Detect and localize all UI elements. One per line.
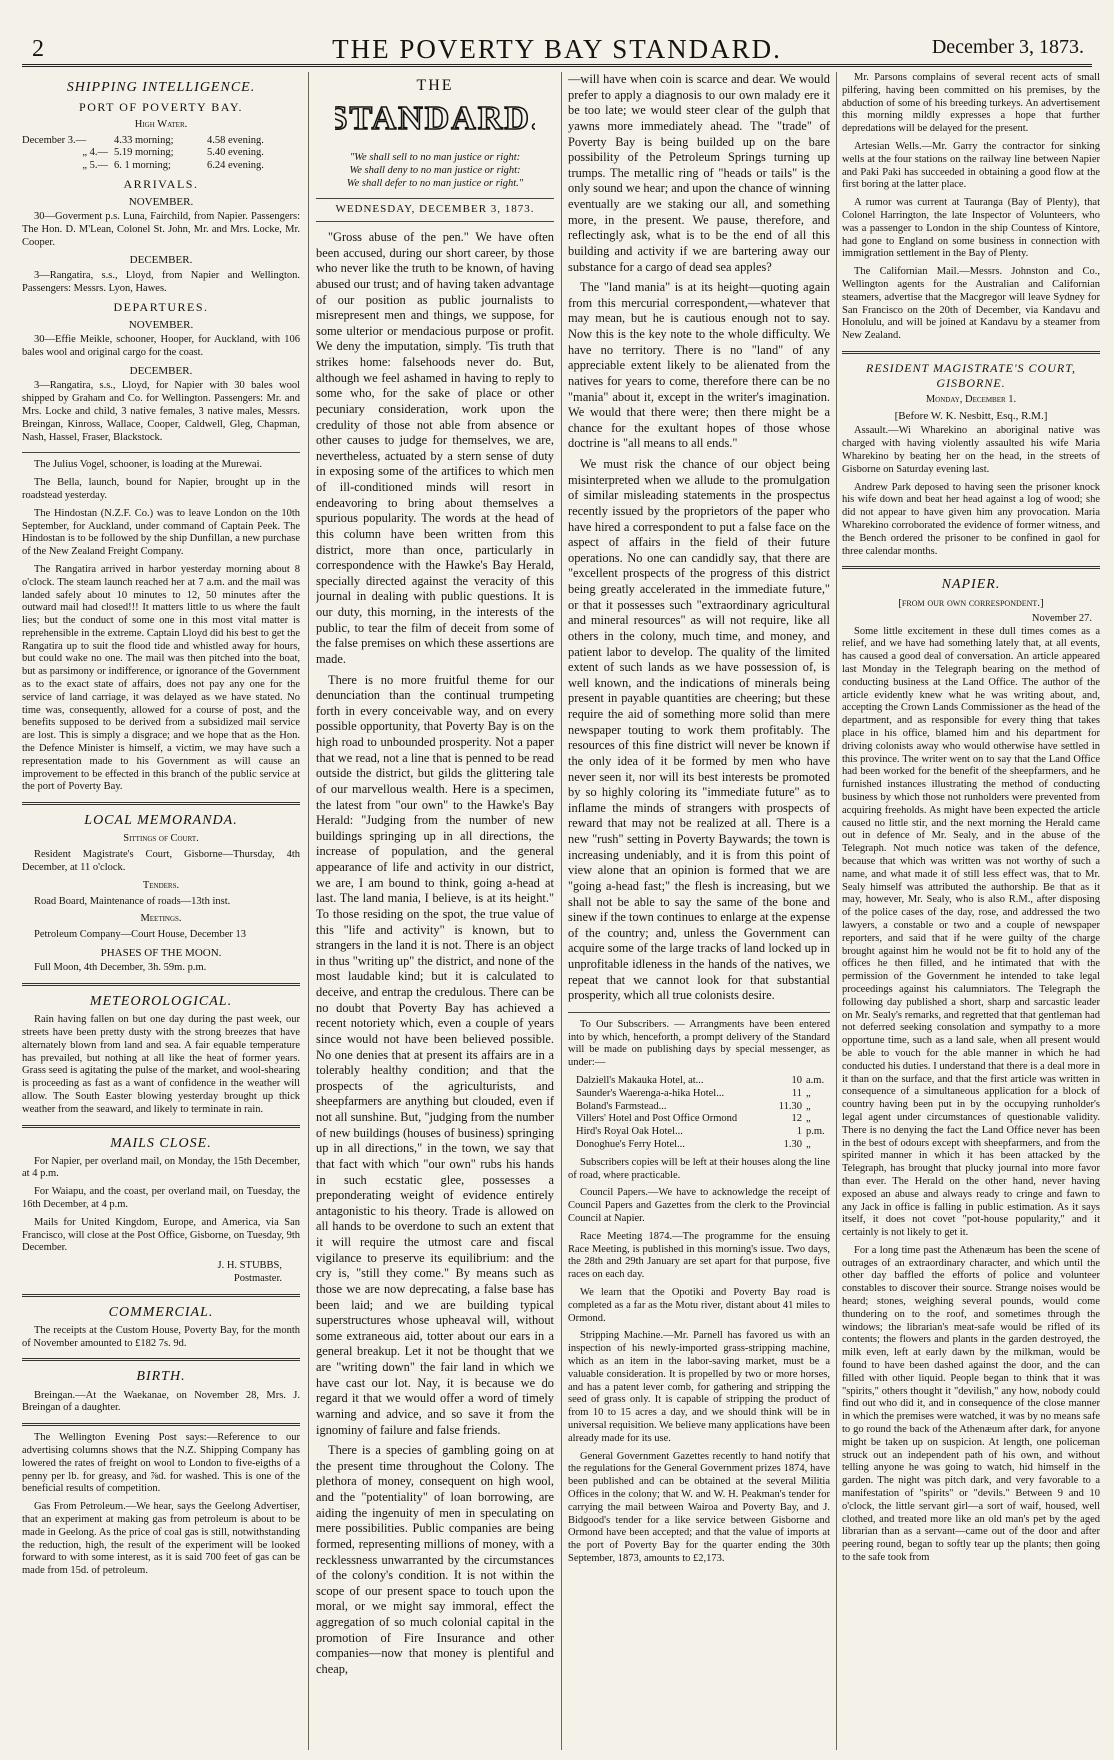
subheading: PORT OF POVERTY BAY. xyxy=(79,100,243,115)
dateline: WEDNESDAY, DECEMBER 3, 1873. xyxy=(316,198,554,222)
subheading: PHASES OF THE MOON. xyxy=(100,946,222,959)
schedule-row: Villers' Hotel and Post Office Ormond 12 „ xyxy=(576,1113,811,1125)
court-report: Assault.—Wi Wharekino an aboriginal native was charged with having violently assaulted his wife Maria Wharekino by beating her on the head, in the streets of Gisborne on Saturday evening last. xyxy=(842,425,1100,475)
divider xyxy=(22,1125,300,1128)
subheading: DEPARTURES. xyxy=(113,300,209,315)
news-item: Stripping Machine.—Mr. Parnell has favored us with an inspection of his newly-imported grass-stripping machine, which as an item in the labor-saving market, must be a valuable consideration. It is propelled by two or more horses, and has a patent lever comb, for gathering and stripping the seed of grass only. It is capable of stripping the product of from 10 to 15 acres a day, and we should think will be in universal requisition. We believe many applications have been already made for its use. xyxy=(568,1330,830,1444)
news-item: Council Papers.—We have to acknowledge the receipt of Council Papers and Gazettes from the clerk to the Provincial Council at Napier. xyxy=(568,1187,830,1225)
column-1 xyxy=(22,72,300,1750)
month-label: DECEMBER. xyxy=(129,364,193,377)
divider xyxy=(22,1423,300,1426)
local-news xyxy=(568,1019,830,1566)
departure-entry: 30—Effie Meikle, schooner, Hooper, for Auckland, with 106 bales wool and original cargo for the coast. xyxy=(22,334,300,359)
news-item: The Californian Mail.—Messrs. Johnston and Co., Wellington agents for the Australian and Californian steamers, advertise that the Macgregor will leave Sydney for San Francisco on the 20th of December, via Kandavu and Honolulu, and will be joined at Kandavu by a steamer from New Zealand. xyxy=(842,266,1100,342)
page-title: THE POVERTY BAY STANDARD. xyxy=(332,34,782,64)
divider xyxy=(568,1012,830,1013)
editorial-paragraph: —will have when coin is scarce and dear. We would prefer to apply a diagnosis to our own malady ere it be too late; we would steer clear of the gulph that yawns more immediately ahead. The "trade" of Poverty Bay is being builded up on the bare possibility of the Petroleum Springs turning up trumps. The metallic ring of "heads or tails" is the only sound we hear; and upon the chance of winning eventually are we staking our all, and something more, in the present. We pause, therefore, and reflectingly ask, what is to be the end of all this building and activity if we are bartering away our substance for a cargo of dead sea apples? xyxy=(568,72,830,274)
column-divider xyxy=(308,72,309,1750)
tide-table xyxy=(22,135,300,173)
motto-line: We shall defer to no man justice or right." xyxy=(346,178,524,190)
subheading: ARRIVALS. xyxy=(123,176,199,191)
news-item: The Julius Vogel, schooner, is loading at the Murewai. xyxy=(34,459,263,471)
column-3 xyxy=(568,72,830,1750)
editorial-paragraph: There is a species of gambling going on at the present time throughout the Colony. The plethora of money, consequent on high wool, and the "potentiality" of loan borrowing, are aiding the ingenuity of men in speculating on mere possibilities. Public companies are being formed, representing millions of money, with a recklessness unwarranted by the circumstances of the colony's condition. It is not within the scope of our present space to touch upon the moral, or we might say immoral, effect the aggregation of so much colonial capital in the promotion of Fire Insurance and other companies—now that money is plentiful and cheap, xyxy=(316,1443,554,1676)
subheading: Tenders. xyxy=(142,879,180,891)
news-item: A rumor was current at Tauranga (Bay of Plenty), that Colonel Harrington, the late Inspector of Volunteers, who was a passenger to London in the ship Countess of Kintore, had gone to England on some business in connection with immigration settlement in the Bay of Plenty. xyxy=(842,197,1100,260)
tide-day: „ 5.— xyxy=(82,160,108,172)
page-number: 2 xyxy=(32,36,44,62)
signature-title: Postmaster. xyxy=(233,1273,282,1285)
arrival-entry: 30—Goverment p.s. Luna, Fairchild, from Napier. Passengers: The Hon. D. M'Lean, Colonel St. John, Mr. and Mrs. Locke, Mr. Cooper. xyxy=(22,210,300,248)
notice: Subscribers copies will be left at their houses along the line of road, where practicable. xyxy=(568,1156,830,1181)
tide-day: „ 4.— xyxy=(82,147,108,159)
section-heading: MAILS CLOSE. xyxy=(110,1135,212,1151)
schedule-row: Donoghue's Ferry Hotel... 1.30 „ xyxy=(576,1139,811,1151)
departure-entry: 3—Rangatira, s.s., Lloyd, for Napier with 30 bales wool shipped by Graham and Co. for Wellington. Passengers: Mr. and Mrs. Locke and child, 3 native females, 3 native males, Messrs. Breingan, Kinross, Wallace, Cooper, Caldwell, Gleg, Chapman, Nash, Hassel, Fraser, Blackstock. xyxy=(22,380,300,443)
motto-line: "We shall sell to no man justice or right: xyxy=(349,151,521,163)
divider xyxy=(842,351,1100,354)
motto-line: We shall deny to no man justice or right: xyxy=(349,164,521,176)
column-divider xyxy=(836,72,837,1750)
schedule-row: Boland's Farmstead... 11.30 „ xyxy=(576,1100,811,1112)
editorial-paragraph: There is no more fruitful theme for our denunciation than the continual trumpeting forth in every conceivable way, and on every possible opportunity, that Poverty Bay is on the high road to unbounded prosperity. Not a paper that we read, not a line that is penned to be read outside the district, but gilds the glittering tale of our marvellous wealth. Here is a specimen, the latest from "our own" to the Hawke's Bay Herald: "Judging from the number of new buildings springing up in all directions, the increase of population, and the general appearance of life and activity in our district, we are, I am bound to think, going a-head at last. The land mania, I believe, is at its height." To those residing on the spot, the true value of this "life and activity" is known, but to strangers in the land it is not. There is an object in thus "writing up" the district, and none of the most laudable kind; but it is calculated to deceive, and entrap the credulous. There can be no doubt that Poverty Bay has achieved a recent notoriety which, even a couple of years since would not have been believed possible. No one denies that at present its affairs are in a tolerably healthy condition; and that the prospects of the agriculturists, and sheepfarmers are anything but clouded, even if not all sunshine. But, "judging from the number of new buildings (houses of business) springing up in all directions," in the town, we say that that fact with which "our own" rubs his hands in such ecstatic glee, possesses a preponderating weight of evidence entirely antagonistic to his theory. Trade is allowed on all hands to be overdone to such an extent that it will require the utmost care and fiscal vigilance to preserve its equilibrium: and the cry is, "still they come." By means such as those we are now deprecating, a false base has been laid; and we are building typical superstructures whose upheaval will, without some extraneous aid, totter about our ears in a general breakup. Let it not be thought that we are "writing down" the fair land in which we have cast our lot. Nay, it is because we do regard it that we would offer a word of timely warning and advice, and so save it from the ignominy of failure and false friends. xyxy=(316,672,554,1437)
section-heading: COMMERCIAL. xyxy=(108,1304,214,1320)
news-item: Race Meeting 1874.—The programme for the ensuing Race Meeting, is published in this morning's issue. Two days, the 28th and 29th January are set apart for that purpose, five races on each day. xyxy=(568,1230,830,1281)
mail-notice: For Waiapu, and the coast, per overland mail, on Tuesday, the 16th December, at 4 p.m. xyxy=(22,1186,300,1211)
month-label: DECEMBER. xyxy=(129,254,193,267)
news-item: The Hindostan (N.Z.F. Co.) was to leave London on the 10th September, for Auckland, under command of Captain Peek. The Hindostan is to be followed by the ship Dunfillan, a new purchase of the New Zealand Freight Company. xyxy=(22,507,300,558)
month-label: NOVEMBER. xyxy=(128,318,194,331)
subheading: High Water. xyxy=(134,118,188,130)
news-item: The Rangatira arrived in harbor yesterday morning about 8 o'clock. The steam launch reached her at 7 a.m. and the mail was landed safely about 10 minutes to 12, 50 minutes after the outward mail had closed!!! It matters little to us where the fault lies; but the conduct of some one in this most vital matter is reprehensible in the extreme. Captain Lloyd did his best to get the Rangatira up to suit the flood tide and whistled away for hours, but could wake no one. The mail was then pitched into the boat, but as parsimony or indifference, or ignorance of the Government as to the exact state of affairs, does not pay any one for the service of land carriage, it was delayed as we have stated. No time was, consequently, allowed for a course of post, and the benefits supposed to be derived from a subsidized mail service are lost. This is simply a disgrace; and we hope that as the Hon. the Defence Minister is himself, a victim, we may have such a representation made to his Government as will cause an improvement to be effected in this branch of the public service at the port of Poverty Bay. xyxy=(22,563,300,793)
memo-entry: Resident Magistrate's Court, Gisborne—Thursday, 4th December, at 11 o'clock. xyxy=(22,849,300,873)
section-heading: RESIDENT MAGISTRATE'S COURT, GISBORNE. xyxy=(865,360,1076,390)
news-item: The Wellington Evening Post says:—Reference to our advertising columns shows that the N.Z. Shipping Company has lowered the rates of freight on wool to London to five-eigths of a penny per lb. for greasy, and ⅞d. for washed. This is one of the beneficial results of competition. xyxy=(22,1432,300,1495)
column-2 xyxy=(316,72,554,1750)
month-label: NOVEMBER. xyxy=(128,195,194,208)
nameplate-the: THE xyxy=(416,77,454,94)
notice: To Our Subscribers. — Arrangments have been entered into by which, henceforth, a prompt delivery of the Standard will be made on publishing days by special messenger, as under:— xyxy=(568,1018,830,1069)
section-heading: LOCAL MEMORANDA. xyxy=(84,813,238,829)
divider xyxy=(842,566,1100,569)
court-report: Andrew Park deposed to having seen the prisoner knock his wife down and beat her head against a log of wood; she did not appear to have given him any provocation. Maria Wharekino corroborated the evidence of former witness, and the Bench ordered the prisoner to be confined in gaol for three calendar months. xyxy=(842,481,1100,557)
section-heading: SHIPPING INTELLIGENCE. xyxy=(66,80,256,95)
news-item: General Government Gazettes recently to hand notify that the regulations for the General Government prizes 1874, have been published and can be obtained at the several Militia Offices in the colony; that W. and W. H. Peakman's tender for carrying the mail between Wairoa and Poverty Bay, and J. Bidgood's tender for a like service between Gisborne and Ormond have been accepted; and that the value of imports at the port of Poverty Bay for the quarter ending the 30th September, 1873, amounts to £2,173. xyxy=(568,1450,830,1564)
svg-text:STANDARD.: STANDARD. xyxy=(335,100,535,138)
subheading: Meetings. xyxy=(140,913,182,925)
section-heading: METEOROLOGICAL. xyxy=(89,994,233,1010)
issue-date: December 3, 1873. xyxy=(931,36,1084,58)
news-item: Artesian Wells.—Mr. Garry the contractor for sinking wells at the four stations on the railway line between Napier and Paki Paki has succeeded in obtaining a good flow at the first boring at the latter place. xyxy=(842,140,1100,191)
schedule-row: Dalziell's Makauka Hotel, at... 10 a.m. xyxy=(576,1075,825,1087)
column-4 xyxy=(842,72,1100,1750)
article-paragraph: Some little excitement in these dull times comes as a relief, and we have had something lately that, at all events, has caused a good deal of conversation. An article appeared last Monday in the Telegraph bearing on the method of conducting business at the Land Office. The author of the article evidently knew what he was writing about, and, accepting the Crown Lands Commissioner as the head of the department, and as responsible for every thing that takes place in his office, blamed him and his department for driving colonists away who would otherwise have settled in this province. The writer went on to say that the Land Office had been worked for the benefit of the sheepfarmers, and he furnished instances illustrating the method of conducting business by which those not runholders were prevented from acquiring freeholds. As might have been expected the article caused no little stir, and the next morning the Herald came out in defence of Mr. Sealy, and in the abuse of the Telegraph. Not much notice was taken of the defence, because that which was written was not worthy of such a name, and what made it of still less effect was, that to Mr. Sealy himself was attributed the authorship. Be that as it may, however, Mr. Sealy, who is also R.M., after disposing of the police cases of the day, rose, and addressed the two lawyers, a constable or two and a couple of newspaper reporters, and said that if he were guilty of the charge brought against him he would not be fit to hold any of the offices he then filled, and he intimated that with the permission of the Government he intended to take legal proceedings against his calumniators. The Telegraph the following day published a short, sharp and sarcastic leader on Mr. Sealy's remarks, and regretted that that gentleman had not deferred seeking consolation and sympathy to a more opportune time, such as a land sale, when all present would be able to vouch for the able manner in which he had conducted his duties. I understand that there is a deal more in it than on the surface, and that the first article was written in consequence of a simultaneous application for a block of country having been put in by the occupying runholder's legal agent under circumstances of questionable validity. There is no denying the fact the Land Office never has been in the best of odours except with sheepfarmers, and from the spirited manner in which it has been attacked by the Telegraph, has brought that plucky journal into more favor than ever. The Herald on the other hand, never having exposed an abuse and always ready to cringe and fawn to any Jack in office is falling in public estimation. As it says itself, it does not covet "pot-house popularity," and it certainly is not likely to get it. xyxy=(842,625,1100,1239)
subheading: Sittings of Court. xyxy=(123,833,199,845)
motto xyxy=(316,151,554,190)
tide-morning: 6. 1 morning; xyxy=(114,160,171,172)
article-paragraph: The receipts at the Custom House, Poverty Bay, for the month of November amounted to £182 7s. 9d. xyxy=(22,1324,300,1349)
divider xyxy=(22,452,300,453)
memo-entry: Petroleum Company—Court House, December 13 xyxy=(34,929,246,941)
memo-entry: Full Moon, 4th December, 3h. 59m. p.m. xyxy=(34,962,207,974)
divider xyxy=(22,802,300,805)
news-item: We learn that the Opotiki and Poverty Bay road is completed as a far as the Motu river, distant about 41 miles to Ormond. xyxy=(568,1287,830,1324)
editorial-paragraph: We must risk the chance of our object being misinterpreted when we allude to the promulgation of similar misleading statements in the prospectus recently issued by the proprietors of the paper who have hired a correspondent to put a false face on the aspect of affairs in the field of their future operations. No one can candidly say, that there are "excellent prospects of the progress of this district being greatly accelerated in the immediate future," or that it possesses such "extraordinary agricultural and mineral resources" as will not require, like all others in the colony, much time, and money, and patient labor to develop. The quality of the limited extent of such lands as we have possession of, is well known, and the indications of minerals being present in payable quantities are cheering; but these require the aid of something more solid than mere newspaper touting to work them profitably. The resources of this fine district will never be known if the only idea of it be formed by men who have never seen it, nor will its best interests be promoted by so highly coloring its "immediate future" as to inflame the minds of strangers with prospects of reward that may not be realized at all. There is a new "rush" setting in Poverty Baywards; the town is increasing undeniably, and it is from this point of view alone that an opinion is formed that we are "going a-head fast;" the flesh is increasing, but we shall not be able to say the same of the bone and sinew if the town continues to enlarge at the expense of the country; and, unless the Government can acquire some of the large tracks of land locked up in unprofitable idleness in the hands of the natives, we repeat that we cannot look for that substantial prosperity, which all true colonists desire. xyxy=(568,457,830,1003)
section-heading: BIRTH. xyxy=(136,1369,186,1385)
birth-notice: Breingan.—At the Waekanae, on November 28, Mrs. J. Breingan of a daughter. xyxy=(22,1389,300,1414)
delivery-schedule xyxy=(576,1075,830,1152)
memo-entry: Road Board, Maintenance of roads—13th inst. xyxy=(34,895,231,907)
divider xyxy=(22,1294,300,1297)
schedule-row: Saunder's Waerenga-a-hika Hotel... 11 „ xyxy=(576,1087,811,1099)
article-paragraph: For a long time past the Athenæum has been the scene of outrages of an extraordinary character, and which until the other day baffled the efforts of police and volunteer constables to discover their source. Strange noises would be heard; stones, weighing several pounds, would come thundering on to the roof, and sometimes through the windows; the librarian's meat-safe would be rifled of its contents; the flowers and plants in the garden destroyed, the milk even, left at early dawn by the milkman, would be found to have been dashed against the door, and the can filled with other liquid. People began to think that it was "spirits," others thought it "devilish," any how, nobody could find out who did it, and in consequence of the close manner in which the premises were watched, it was by no means safe to go round the back of the Athenæum after dark, for anyone might be taken up on suspicion. At length, one policeman struck out an independent path of his own, and without telling anyone he was going to watch, hid himself in the garden. The night was pitch dark, and very favorable to a manifestation of "spirits" or "devils." Between 9 and 10 o'clock, the little servant girl—a sort of waif, housed, well clothed, and treated more like an old man's pet by the aged librarian than as a servant—came out of the door and after peering round, began to softly tear up the plants; then going to the safe took from xyxy=(842,1244,1100,1564)
mail-notice: Mails for United Kingdom, Europe, and America, via San Francisco, will close at the Post Office, Gisborne, on Tuesday, 9th December. xyxy=(22,1216,300,1254)
news-item: The Bella, launch, bound for Napier, brought up in the roadstead yesterday. xyxy=(22,477,300,501)
mail-notice: For Napier, per overland mail, on Monday, the 15th December, at 4 p.m. xyxy=(22,1155,300,1180)
divider xyxy=(22,1358,300,1361)
signature: J. H. STUBBS, xyxy=(217,1260,282,1272)
news-item: Mr. Parsons complains of several recent acts of small pilfering, having been committed on his premises, by the abduction of some of his breeding turkeys. An advertisement this morning mildly expresses a hope that further depredations will be delayed for the present. xyxy=(842,72,1100,135)
tide-evening: 5.40 evening. xyxy=(207,147,264,159)
tide-morning: 4.33 morning; xyxy=(114,134,174,146)
column-divider xyxy=(561,72,562,1750)
editorial-paragraph: "Gross abuse of the pen." We have often been accused, during our short career, by those who never like the truth to be known, of having abused our trust; and of having taken advantage of our position as public journalists to misrepresent men and things, we suppose, for some ulterior or mendacious purpose or profit. We deny the imputation, simply. 'Tis truth that strikes home: falsehoods never do. But, although we feel ashamed in having to reply to some who, for the sake of place or other pecuniary consideration, work upon the credulity of those not able from absence or other causes to judge for themselves, we are, nevertheless, actuated by a stern sense of duty in exposing some of the artifices to which men of ill-conditioned minds will resort in endeavoring to bring about themselves a spurious popularity. The words at the head of this column have been written from this district, more than once, particularly in correspondence with the Hawke's Bay Herald, specially directed against the veracity of this journal in dealing with public questions. It is our duty, this morning, in the interests of the public, to tear the film of deceit from some of the false premises on which these assertions are made. xyxy=(316,230,554,666)
tide-day: December 3.— xyxy=(22,134,87,146)
subheading: [from our own correspondent.] xyxy=(898,597,1044,610)
editorial-paragraph: The "land mania" is at its height—quoting again from this mercurial correspondent,—whatever that may mean, but he is cautious enough not to say. Now this is the key note to the whole difficulty. We have no territory. There is no "land" of any appreciable extent likely to be alienated from the natives for years to come, therefore there can be no "mania" about it, except in the writer's imagination. We would that there were; then there might be a chance for the exultant hopes of those whose doctrine is "all means to all ends." xyxy=(568,280,830,451)
tide-evening: 4.58 evening. xyxy=(207,134,264,146)
subheading: Monday, December 1. xyxy=(925,394,1017,406)
schedule-row: Hird's Royal Oak Hotel... 1 p.m. xyxy=(576,1126,825,1138)
masthead xyxy=(22,24,1092,67)
tide-evening: 6.24 evening. xyxy=(207,160,264,172)
nameplate-logo xyxy=(316,98,554,143)
divider xyxy=(22,983,300,986)
tide-morning: 5.19 morning; xyxy=(114,147,174,159)
subheading: [Before W. K. Nesbitt, Esq., R.M.] xyxy=(894,409,1048,422)
nameplate-word xyxy=(335,98,535,138)
arrival-entry: 3—Rangatira, s.s., Lloyd, from Napier and Wellington. Passengers: Messrs. Lyon, Hawes. xyxy=(22,269,300,294)
dispatch-date: November 27. xyxy=(1031,612,1092,624)
section-heading: NAPIER. xyxy=(941,577,1001,593)
news-item: Gas From Petroleum.—We hear, says the Geelong Advertiser, that an experiment at making gas from petroleum is about to be made in Geelong. As the price of coal gas is still, notwithstanding the reduction, high, the result of the experiment will be looked forward to with some interest, as it is said 700 feet of gas can be made from 15d. of petroleum. xyxy=(22,1501,300,1577)
article-paragraph: Rain having fallen on but one day during the past week, our streets have been pretty dusty with the strong breezes that have alternately blown from land and sea. A fair equable temperature has prevailed, but nothing at all like the heat of former years. Grass seed is agitating the pulse of the market, and wool-shearing is proceeding as fast as a want of confidence in the weather will allow. The South Easter blowing yesterday brought up thick weather from the seaward, and likely to terminate in rain. xyxy=(22,1014,300,1115)
